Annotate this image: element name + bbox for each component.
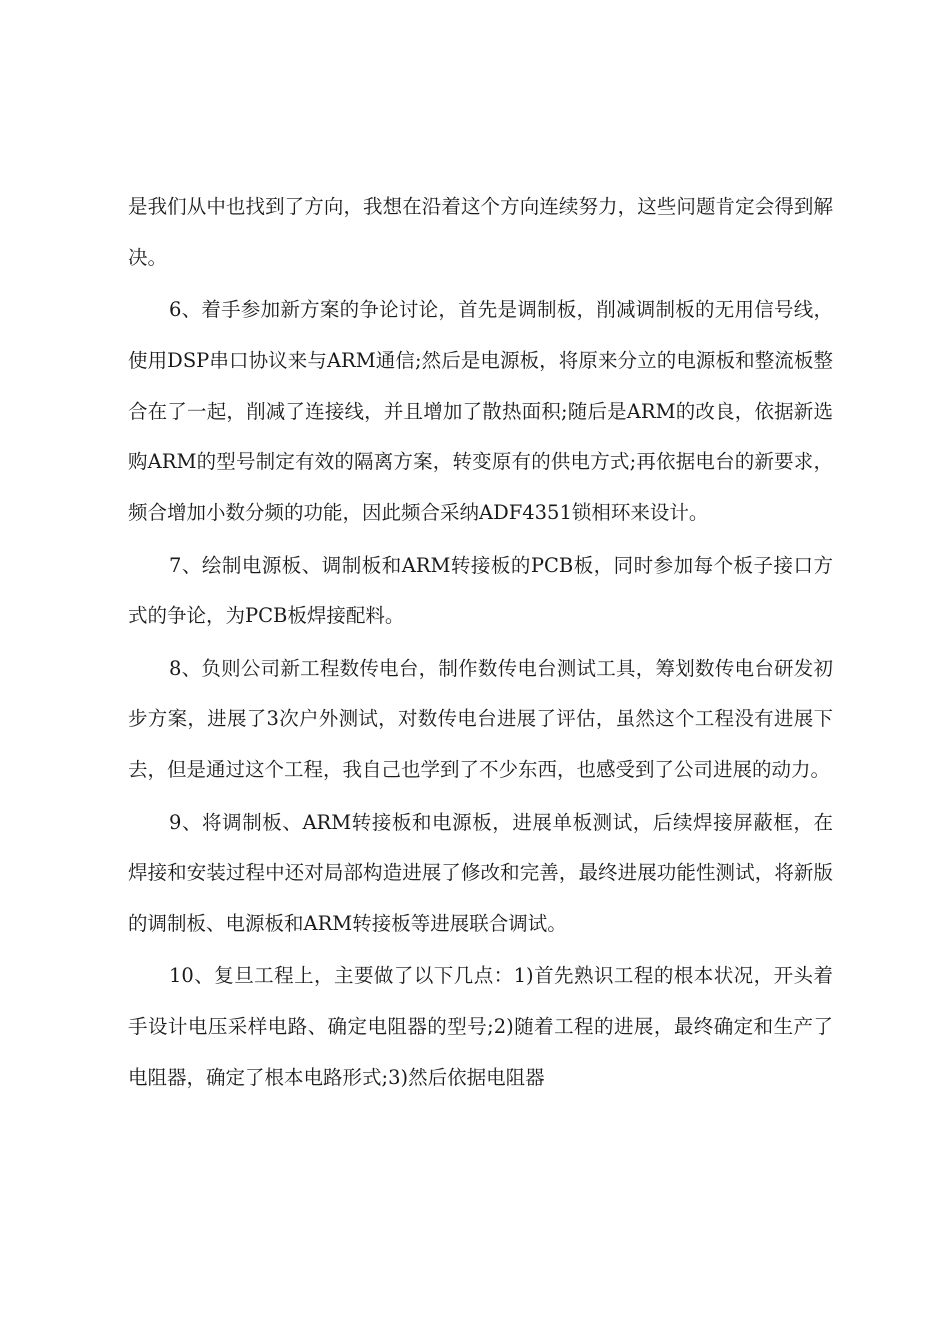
paragraph-continuation: 是我们从中也找到了方向，我想在沿着这个方向连续努力，这些问题肯定会得到解决。 <box>128 195 833 269</box>
paragraph-item-9: 9、将调制板、ARM转接板和电源板，进展单板测试，后续焊接屏蔽框，在焊接和安装过程中还对局部构造进展了修改和完善，最终进展功能性测试，将新版的调制板、电源板和ARM转接板等进展联合调试。 <box>128 810 833 936</box>
paragraph-item-10: 10、复旦工程上，主要做了以下几点：1)首先熟识工程的根本状况，开头着手设计电压采样电路、确定电阻器的型号;2)随着工程的进展，最终确定和生产了电阻器，确定了根本电路形式;3)然后依据电阻器 <box>128 964 833 1090</box>
paragraph-item-7: 7、绘制电源板、调制板和ARM转接板的PCB板，同时参加每个板子接口方式的争论，为PCB板焊接配料。 <box>128 553 833 628</box>
document-body <box>128 182 833 1105</box>
paragraph-item-6: 6、着手参加新方案的争论讨论，首先是调制板，削减调制板的无用信号线，使用DSP串口协议来与ARM通信;然后是电源板，将原来分立的电源板和整流板整合在了一起，削减了连接线，并且增加了散热面积;随后是ARM的改良，依据新选购ARM的型号制定有效的隔离方案，转变原有的供电方式;再依据电台的新要求，频合增加小数分频的功能，因此频合采纳ADF4351锁相环来设计。 <box>128 298 833 525</box>
paragraph-item-8: 8、负则公司新工程数传电台，制作数传电台测试工具，筹划数传电台研发初步方案，进展了3次户外测试，对数传电台进展了评估，虽然这个工程没有进展下去，但是通过这个工程，我自己也学到了不少东西，也感受到了公司进展的动力。 <box>128 656 833 782</box>
